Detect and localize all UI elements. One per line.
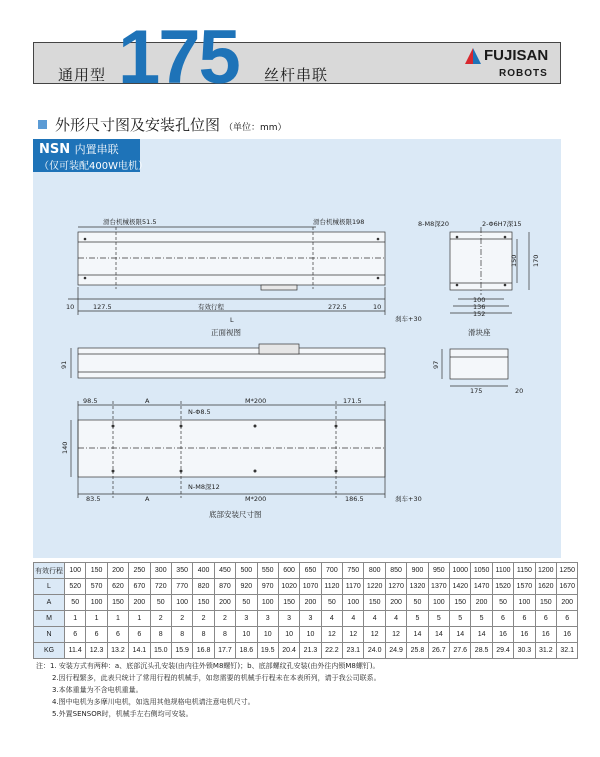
spec-cell: 1320 [407,579,428,595]
spec-cell: 200 [214,595,235,611]
spec-cell: 200 [107,563,128,579]
bottom-view-drawing [71,401,385,498]
spec-cell: 24.9 [385,643,406,659]
spec-row [34,595,578,611]
spec-cell: 100 [257,595,278,611]
spec-cell: 900 [407,563,428,579]
spec-cell: 100 [343,595,364,611]
spec-cell: 150 [364,595,385,611]
spec-cell: 4 [321,611,342,627]
spec-cell: 100 [65,563,86,579]
spec-cell: 4 [343,611,364,627]
note-line: 5.外置SENSOR时，机械手左右侧均可安装。 [52,710,193,718]
dim-127: 127.5 [93,303,112,311]
note-line: 注：1. 安装方式有两种：a、底部沉头孔安装(由内往外锁M8螺钉)；b、底部螺纹孔安装(由外往内锁M8螺钉)。 [36,662,380,670]
spec-cell: 520 [65,579,86,595]
holes-phi6: 2-Φ6H7深15 [482,220,522,228]
spec-cell: 200 [300,595,321,611]
spec-cell: 31.2 [535,643,556,659]
spec-cell: 150 [450,595,471,611]
spec-cell: 100 [86,595,107,611]
dim-97: 97 [432,360,440,369]
spec-cell: 6 [492,611,513,627]
spec-cell: 18.6 [236,643,257,659]
spec-cell: 670 [129,579,150,595]
spec-cell: 6 [129,627,150,643]
spec-cell: 8 [214,627,235,643]
front-brake: 刹车+30 [395,315,422,323]
spec-cell: 16 [492,627,513,643]
spec-cell: 620 [107,579,128,595]
model-code: NSN [39,142,71,157]
spec-cell: 21.3 [300,643,321,659]
spec-cell: 14 [428,627,449,643]
spec-cell: 50 [236,595,257,611]
spec-cell: 1570 [514,579,535,595]
spec-cell: 50 [321,595,342,611]
spec-cell: 150 [107,595,128,611]
dim-83: 83.5 [86,495,101,503]
spec-cell: 1420 [450,579,471,595]
spec-cell: 300 [150,563,171,579]
spec-cell: 16 [535,627,556,643]
spec-cell: 6 [86,627,107,643]
spec-cell: 5 [428,611,449,627]
spec-cell: 550 [257,563,278,579]
spec-cell: 50 [492,595,513,611]
spec-cell: 28.5 [471,643,492,659]
spec-cell: 720 [150,579,171,595]
spec-cell: 920 [236,579,257,595]
dim-175: 175 [470,387,483,395]
spec-cell: 12 [385,627,406,643]
spec-cell: 1370 [428,579,449,595]
dim-l: L [230,316,234,324]
front-view-caption: 正面视图 [211,328,241,337]
spec-cell: 650 [300,563,321,579]
spec-cell: 6 [107,627,128,643]
spec-cell: 1150 [514,563,535,579]
spec-cell: 570 [86,579,107,595]
note-line: 2.因行程繁多，此表只统计了常用行程的机械手，如您需要的机械手行程未在本表所列，请于我公司联系。 [52,674,381,682]
spec-cell: 700 [321,563,342,579]
spec-cell: 12 [343,627,364,643]
spec-cell: 14 [407,627,428,643]
holes-m8: 8-M8深20 [418,220,449,228]
spec-cell: 600 [278,563,299,579]
spec-cell: 50 [150,595,171,611]
spec-cell: 100 [428,595,449,611]
spec-cell: 1000 [450,563,471,579]
model-number: 175 [118,15,239,100]
brand-logo [465,46,555,80]
spec-cell: 970 [257,579,278,595]
spec-row-label: A [34,595,65,611]
spec-cell: 200 [556,595,577,611]
bottom-view-caption: 底部安装尺寸图 [209,510,262,519]
dim-170: 170 [532,254,540,267]
spec-cell: 8 [150,627,171,643]
spec-cell: 1 [129,611,150,627]
dim-272: 272.5 [328,303,347,311]
spec-cell: 1220 [364,579,385,595]
note-line: 4.图中电机为多摩川电机，如选用其他规格电机请注意电机尺寸。 [52,698,255,706]
front-limit-left: 滑台机械极限51.5 [103,218,157,226]
spec-row [34,611,578,627]
spec-cell: 26.7 [428,643,449,659]
dim-136: 136 [473,303,486,311]
spec-cell: 14 [471,627,492,643]
dim-152: 152 [473,310,486,318]
spec-cell: 1 [65,611,86,627]
spec-cell: 6 [514,611,535,627]
spec-cell: 12.3 [86,643,107,659]
spec-cell: 20.4 [278,643,299,659]
dim-140: 140 [61,441,69,454]
end-view-drawing [442,349,508,386]
spec-cell: 14 [450,627,471,643]
spec-cell: 30.3 [514,643,535,659]
spec-cell: 6 [65,627,86,643]
spec-cell: 100 [514,595,535,611]
spec-cell: 1170 [343,579,364,595]
spec-cell: 2 [193,611,214,627]
spec-cell: 400 [193,563,214,579]
spec-cell: 1 [107,611,128,627]
spec-cell: 16 [514,627,535,643]
spec-cell: 1200 [535,563,556,579]
spec-cell: 15.0 [150,643,171,659]
spec-cell: 850 [385,563,406,579]
spec-cell: 1020 [278,579,299,595]
spec-cell: 800 [364,563,385,579]
spec-cell: 200 [471,595,492,611]
spec-cell: 12 [364,627,385,643]
spec-cell: 950 [428,563,449,579]
spec-cell: 2 [171,611,192,627]
note-line: 3.本体重量为不含电机重量。 [52,686,143,694]
fujisan-logo-icon [465,48,481,64]
spec-cell: 1520 [492,579,513,595]
spec-cell: 10 [300,627,321,643]
dim-stroke: 有效行程 [198,303,224,311]
bottom-brake: 刹车+30 [395,495,422,503]
spec-cell: 19.5 [257,643,278,659]
spec-cell: 8 [193,627,214,643]
spec-cell: 23.1 [343,643,364,659]
spec-cell: 250 [129,563,150,579]
dim-91: 91 [60,360,68,369]
spec-row [34,579,578,595]
dim-10-left: 10 [66,303,75,311]
spec-cell: 1620 [535,579,556,595]
spec-cell: 25.8 [407,643,428,659]
spec-cell: 200 [129,595,150,611]
spec-cell: 16 [556,627,577,643]
spec-cell: 5 [450,611,471,627]
spec-cell: 150 [86,563,107,579]
side-view-drawing [450,227,529,313]
drawing-panel [33,139,561,558]
spec-cell: 13.2 [107,643,128,659]
spec-cell: 1050 [471,563,492,579]
brand-sub: ROBOTS [499,68,548,79]
dim-100: 100 [473,296,486,304]
spec-cell: 2 [214,611,235,627]
spec-row [34,643,578,659]
spec-cell: 6 [535,611,556,627]
spec-cell: 15.9 [171,643,192,659]
spec-cell: 50 [407,595,428,611]
spec-row-label: M [34,611,65,627]
spec-cell: 3 [257,611,278,627]
spec-cell: 150 [193,595,214,611]
series-suffix: 丝杆串联 [264,66,329,84]
front-limit-right: 滑台机械极限198 [313,218,365,226]
spec-cell: 1120 [321,579,342,595]
spec-cell: 1 [86,611,107,627]
spec-cell: 3 [278,611,299,627]
spec-cell: 450 [214,563,235,579]
spec-row-label: L [34,579,65,595]
spec-cell: 750 [343,563,364,579]
dim-10-right: 10 [373,303,382,311]
spec-cell: 10 [236,627,257,643]
spec-cell: 32.1 [556,643,577,659]
series-prefix: 通用型 [58,66,107,84]
spec-cell: 29.4 [492,643,513,659]
spec-cell: 17.7 [214,643,235,659]
spec-cell: 350 [171,563,192,579]
dim-20: 20 [515,387,524,395]
dim-a-top: A [145,397,150,405]
spec-cell: 6 [556,611,577,627]
spec-cell: 12 [321,627,342,643]
spec-cell: 27.6 [450,643,471,659]
spec-cell: 820 [193,579,214,595]
spec-cell: 200 [385,595,406,611]
holes-phi85: N-Φ8.5 [188,408,211,416]
spec-cell: 5 [471,611,492,627]
spec-cell: 150 [278,595,299,611]
holes-m8-12: N-M8深12 [188,483,220,491]
spec-row-label: KG [34,643,65,659]
spec-cell: 3 [300,611,321,627]
notes [36,660,381,720]
spec-cell: 16.8 [193,643,214,659]
top-view-drawing [71,344,385,378]
spec-cell: 500 [236,563,257,579]
spec-cell: 1670 [556,579,577,595]
spec-cell: 50 [65,595,86,611]
spec-cell: 1270 [385,579,406,595]
side-view-caption: 滑块座 [468,328,491,337]
spec-cell: 3 [236,611,257,627]
spec-cell: 5 [407,611,428,627]
model-note: （仅可装配400W电机） [39,161,148,172]
spec-cell: 1070 [300,579,321,595]
spec-cell: 11.4 [65,643,86,659]
spec-cell: 8 [171,627,192,643]
spec-cell: 14.1 [129,643,150,659]
spec-cell: 22.2 [321,643,342,659]
dim-171: 171.5 [343,397,362,405]
model-desc: 内置串联 [74,143,119,156]
dim-m200-bot: M*200 [245,495,267,503]
brand-name: FUJISAN [484,47,549,64]
spec-row-label: 有效行程 [34,563,65,579]
spec-cell: 870 [214,579,235,595]
bullet-square-icon [38,120,47,129]
spec-cell: 4 [364,611,385,627]
spec-row [34,627,578,643]
spec-row-label: N [34,627,65,643]
dim-98: 98.5 [83,397,98,405]
front-view-drawing [68,227,385,315]
dim-m200-top: M*200 [245,397,267,405]
spec-cell: 2 [150,611,171,627]
technical-drawing [33,139,561,558]
spec-table [33,562,578,659]
spec-cell: 1470 [471,579,492,595]
spec-cell: 770 [171,579,192,595]
dim-150: 150 [510,254,518,267]
spec-cell: 150 [535,595,556,611]
spec-cell: 1100 [492,563,513,579]
spec-cell: 24.0 [364,643,385,659]
spec-cell: 10 [278,627,299,643]
spec-cell: 10 [257,627,278,643]
section-title: 外形尺寸图及安装孔位图 （单位：mm） [38,114,287,135]
spec-cell: 1250 [556,563,577,579]
spec-cell: 4 [385,611,406,627]
spec-row [34,563,578,579]
dim-a-bot: A [145,495,150,503]
spec-cell: 100 [171,595,192,611]
dim-186: 186.5 [345,495,364,503]
